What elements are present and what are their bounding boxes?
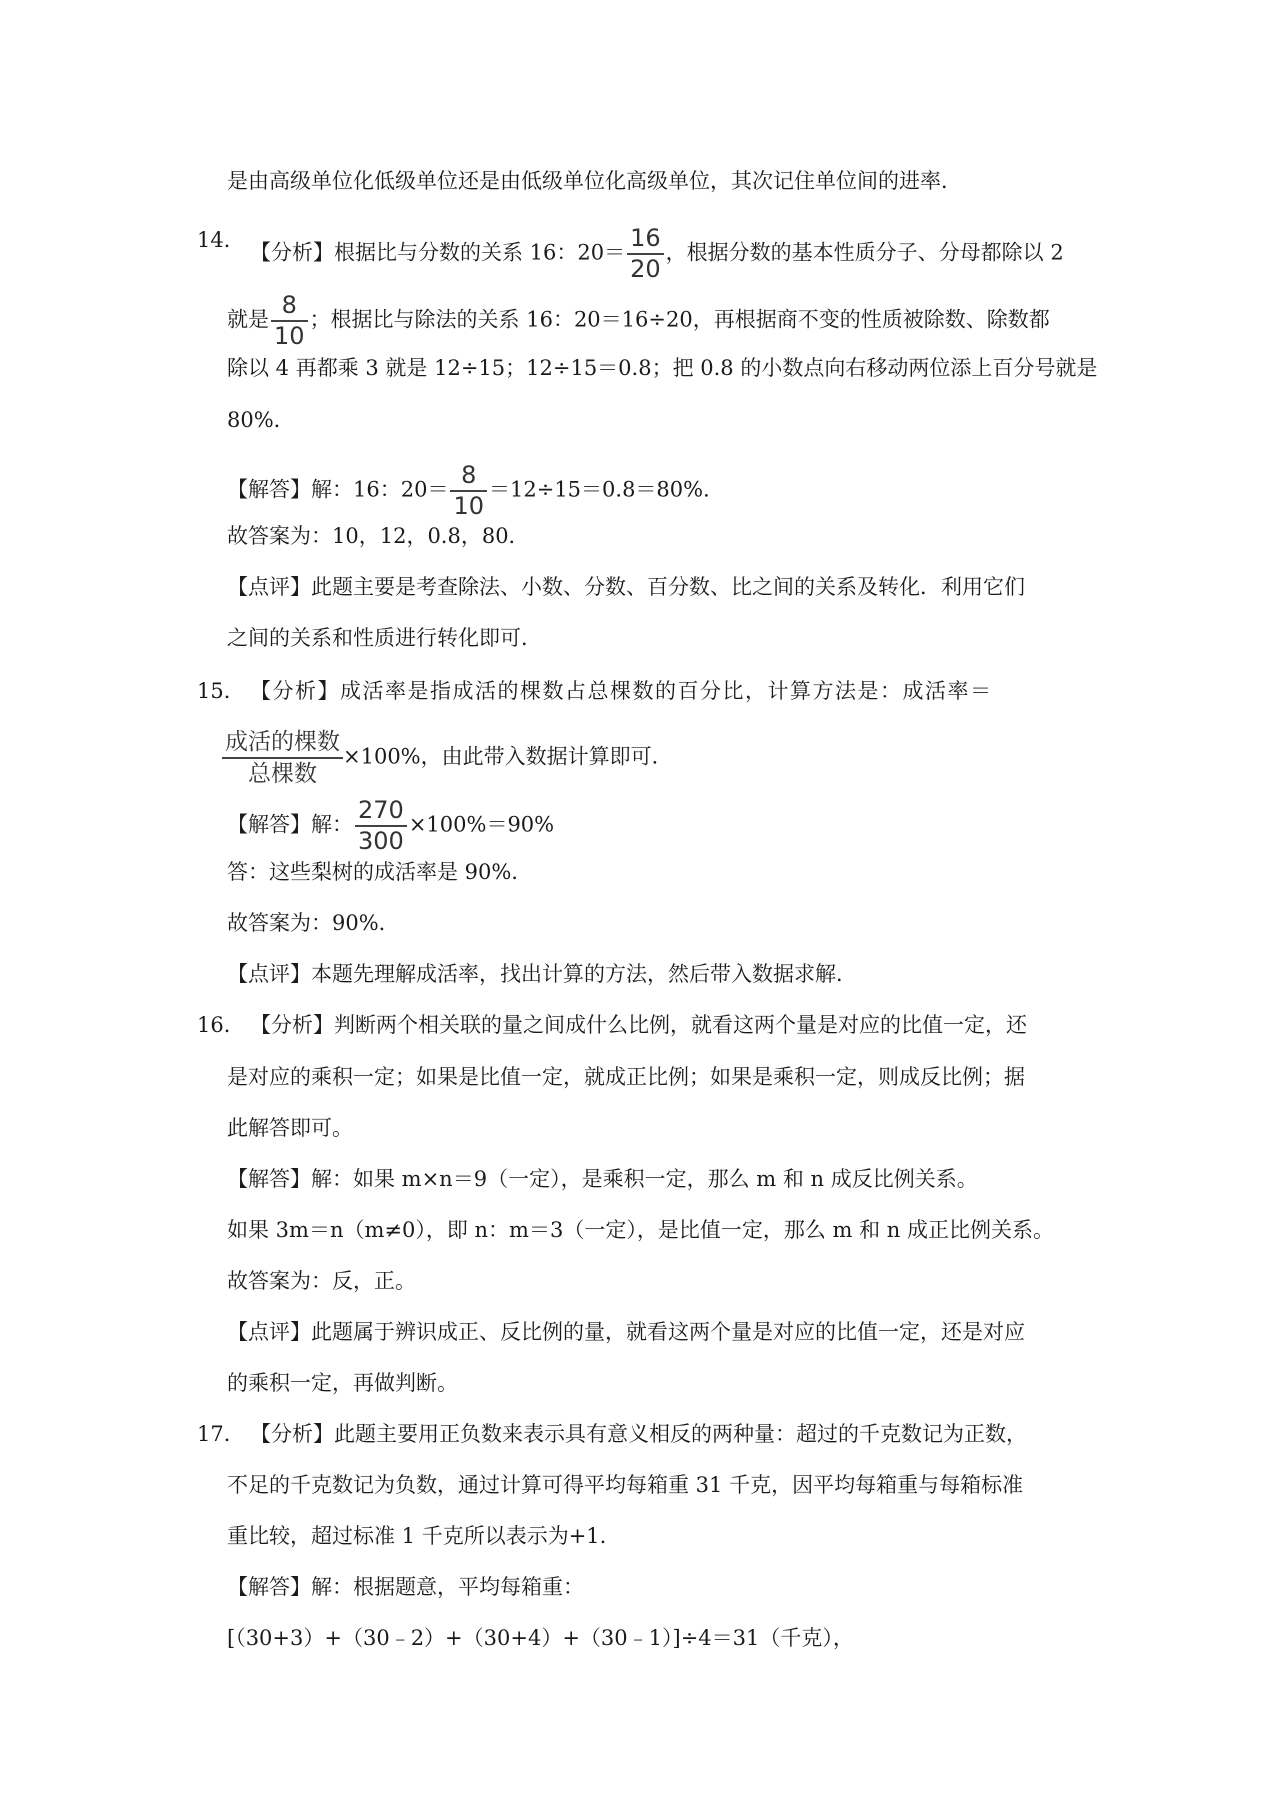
denominator: 20 — [630, 255, 661, 283]
fraction-16-20 — [627, 225, 664, 283]
q14-analysis-line4: 80%． — [227, 408, 295, 432]
q16-solution-line2: 如果 3m＝n（m≠0），即 n：m＝3（一定），是比值一定，那么 m 和 n 成正比例关系。 — [227, 1218, 1054, 1242]
q16-analysis-line2: 是对应的乘积一定；如果是比值一定，就成正比例；如果是乘积一定，则成反比例；据 — [227, 1065, 1025, 1089]
numerator: 270 — [355, 797, 407, 827]
fraction-270-300 — [355, 797, 407, 855]
denominator: 300 — [358, 827, 404, 855]
q15-number: 15． — [197, 679, 245, 703]
numerator: 8 — [450, 462, 487, 492]
q14-analysis-text: ；根据比与除法的关系 16：20＝16÷20，再根据商不变的性质被除数、除数都 — [309, 307, 1050, 332]
fraction-8-10 — [271, 292, 308, 350]
q17-analysis-line1: 【分析】此题主要用正负数来表示具有意义相反的两种量：超过的千克数记为正数， — [250, 1422, 1027, 1446]
q16-answer: 故答案为：反，正。 — [227, 1269, 416, 1293]
q15-analysis-line1: 【分析】成活率是指成活的棵数占总棵数的百分比，计算方法是：成活率＝ — [250, 679, 993, 703]
q16-comment-line2: 的乘积一定，再做判断。 — [227, 1371, 458, 1395]
denominator: 总棵数 — [248, 761, 317, 787]
q14-analysis-text: 就是 — [227, 307, 269, 332]
q14-analysis-line1 — [250, 225, 1064, 283]
q15-comment: 【点评】本题先理解成活率，找出计算的方法，然后带入数据求解． — [227, 962, 857, 986]
q14-analysis-text: ，根据分数的基本性质分子、分母都除以 2 — [665, 240, 1064, 265]
q17-analysis-line3: 重比较，超过标准 1 千克所以表示为+1. — [227, 1524, 607, 1548]
q17-number: 17． — [197, 1422, 245, 1446]
q16-analysis-line1: 【分析】判断两个相关联的量之间成什么比例，就看这两个量是对应的比值一定，还 — [250, 1013, 1027, 1037]
q16-comment-line1: 【点评】此题属于辨识成正、反比例的量，就看这两个量是对应的比值一定，还是对应 — [227, 1320, 1025, 1344]
q14-analysis-text: 【分析】根据比与分数的关系 16：20＝ — [250, 240, 626, 265]
q14-comment-line1: 【点评】此题主要是考查除法、小数、分数、百分数、比之间的关系及转化．利用它们 — [227, 575, 1025, 599]
q14-analysis-line3: 除以 4 再都乘 3 就是 12÷15；12÷15＝0.8；把 0.8 的小数点向右移动两位添上百分号就是 — [227, 356, 1098, 380]
denominator: 10 — [453, 492, 484, 520]
q14-answer: 故答案为：10，12，0.8，80． — [227, 524, 530, 548]
q15-analysis-line2 — [222, 728, 673, 788]
q17-solution-line2: [（30+3）+（30﹣2）+（30+4）+（30﹣1）]÷4＝31（千克）， — [227, 1626, 854, 1650]
q16-solution-line1: 【解答】解：如果 m×n＝9（一定），是乘积一定，那么 m 和 n 成反比例关系。 — [227, 1167, 978, 1191]
numerator: 16 — [627, 225, 664, 255]
fraction-8-10 — [450, 462, 487, 520]
q15-answer-sentence: 答：这些梨树的成活率是 90%． — [227, 860, 533, 884]
q14-solution-text: ＝12÷15＝0.8＝80%． — [489, 477, 725, 502]
numerator: 8 — [271, 292, 308, 322]
q16-analysis-line3: 此解答即可。 — [227, 1116, 353, 1140]
continuation-text: 是由高级单位化低级单位还是由低级单位化高级单位，其次记住单位间的进率． — [227, 169, 962, 193]
q15-solution-text: 【解答】解： — [227, 812, 353, 837]
q15-analysis-text: ×100%，由此带入数据计算即可． — [343, 744, 673, 769]
q15-solution-text: ×100%＝90% — [408, 812, 555, 837]
q15-answer: 故答案为：90%． — [227, 911, 400, 935]
q14-number: 14． — [197, 228, 245, 252]
q14-analysis-line2 — [227, 292, 1050, 350]
q17-analysis-line2: 不足的千克数记为负数，通过计算可得平均每箱重 31 千克，因平均每箱重与每箱标准 — [227, 1473, 1024, 1497]
q14-comment-line2: 之间的关系和性质进行转化即可． — [227, 626, 542, 650]
numerator: 成活的棵数 — [222, 728, 343, 759]
q16-number: 16． — [197, 1013, 245, 1037]
q15-solution — [227, 797, 554, 855]
denominator: 10 — [274, 322, 305, 350]
q14-solution — [227, 462, 724, 520]
q17-solution-line1: 【解答】解：根据题意，平均每箱重： — [227, 1575, 584, 1599]
fraction-survival-rate — [222, 728, 343, 788]
q14-solution-text: 【解答】解：16：20＝ — [227, 477, 449, 502]
